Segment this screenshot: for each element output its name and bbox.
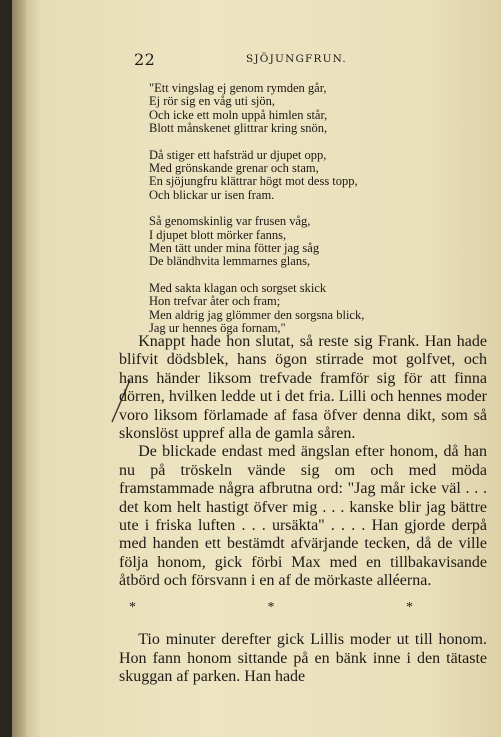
running-head: SJÖJUNGFRUN. <box>246 53 347 65</box>
paragraph: De blickade endast med ängslan efter honom, då han nu på tröskeln vände sig om och med möda framstammade några afbrutna ord: "Jag mår icke väl . . . det kom helt hastigt öfver mig . . . kanske blir jag bättre ute i friska luften . . . ursäkta" . . . . Han gjorde derpå med handen ett bestämdt afvärjande tecken, då de ville följa honom, gick förbi Max med en tillbakavisande åtbörd och försvann i en af de mörkaste alléerna. <box>119 443 487 590</box>
poem-stanza <box>149 282 479 336</box>
page-header <box>134 50 424 68</box>
poem-line: Jag ur hennes öga fornam," <box>149 321 286 336</box>
poem-stanza <box>149 149 479 203</box>
page-gutter <box>12 0 26 737</box>
poem-line: I djupet blott mörker fanns, <box>149 227 287 242</box>
prose-body <box>119 333 487 686</box>
paragraph: Knappt hade hon slutat, så reste sig Frank. Han hade blifvit dödsblek, hans ögon stirrade mot golfvet, och hans händer liksom trefvade framför sig för att finna dörren, hvilken ledde ut i det fria. Lilli och hennes moder voro liksom förlamade af fasa öfver denna dikt, som så skonslöst uppref alla de gamla såren. <box>119 333 487 443</box>
poem-stanza <box>149 82 479 136</box>
paragraph: Tio minuter derefter gick Lillis moder ut till honom. Hon fann honom sittande på en bänk inne i den tätaste skuggan af parken. Han hade <box>119 631 487 685</box>
book-page <box>12 0 501 737</box>
poem-line: De bländhvita lemmarnes glans, <box>149 254 311 269</box>
section-break: * * * <box>129 599 477 615</box>
poem-line: Och blickar ur isen fram. <box>149 187 275 202</box>
poem-line: Hon trefvar åter och fram; <box>149 294 281 309</box>
poem-line: Och icke ett moln uppå himlen står, <box>149 107 328 122</box>
poem <box>149 82 479 349</box>
poem-line: Då stiger ett hafsträd ur djupet opp, <box>149 147 327 162</box>
poem-line: Med sakta klagan och sorgset skick <box>149 280 327 295</box>
poem-line: Ej rör sig en våg uti sjön, <box>149 94 276 109</box>
poem-line: "Ett vingslag ej genom rymden går, <box>149 81 327 95</box>
poem-stanza <box>149 215 479 269</box>
poem-line: En sjöjungfru klättrar högt mot dess topp, <box>149 174 358 189</box>
poem-line: Med grönskande grenar och stam, <box>149 161 319 176</box>
poem-line: Så genomskinlig var frusen våg, <box>149 214 311 229</box>
poem-line: Men tätt under mina fötter jag såg <box>149 241 320 256</box>
poem-line: Blott månskenet glittrar kring snön, <box>149 121 328 136</box>
page-number: 22 <box>134 50 156 69</box>
poem-line: Men aldrig jag glömmer den sorgsna blick, <box>149 307 365 322</box>
